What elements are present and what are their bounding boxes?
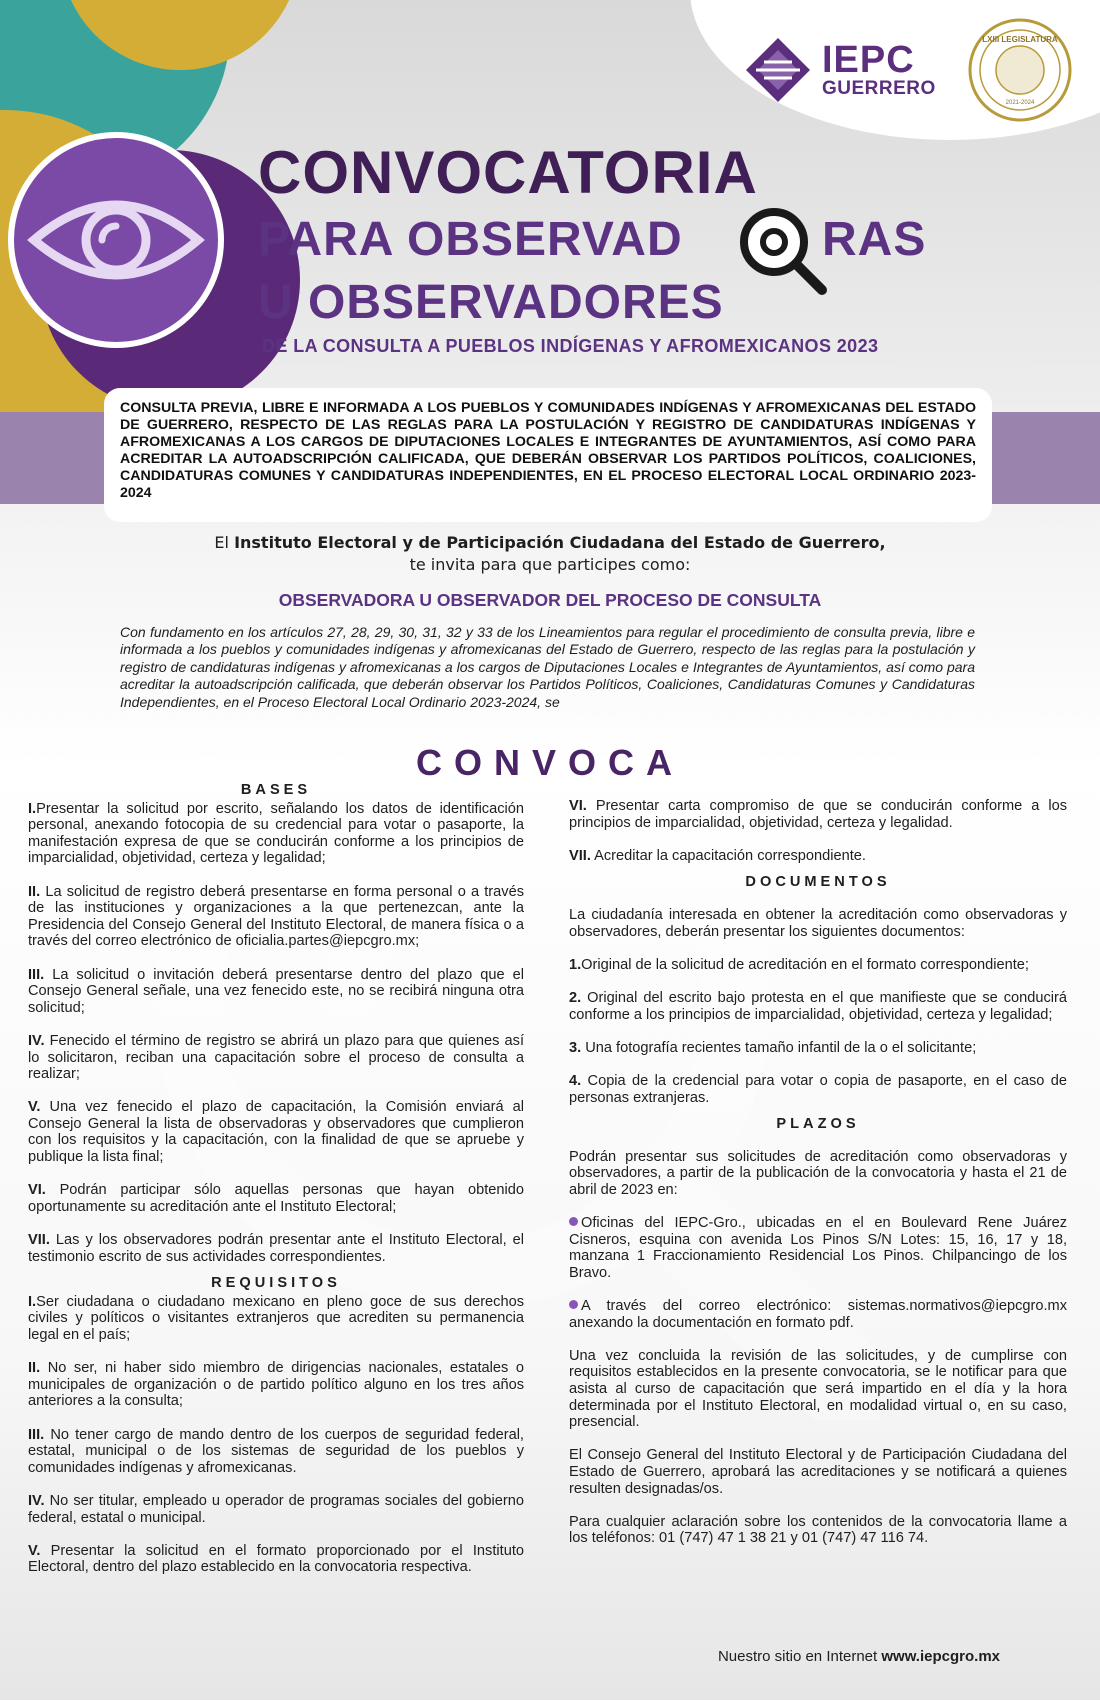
documentos-intro: La ciudadanía interesada en obtener la acreditación como observadoras y observadores, deberán presentar los siguientes documentos: (569, 906, 1067, 940)
requisitos-item: II. No ser, ni haber sido miembro de dirigencias nacionales, estatales o municipales de organización o de partido político alguno en los tres años anteriores a la consulta; (28, 1360, 524, 1410)
plazos-paragraph: El Consejo General del Instituto Electoral y de Participación Ciudadana del Estado de Guerrero, aprobará las acreditaciones y se notificará a quienes resulten designadas/os. (569, 1447, 1067, 1497)
footer-prefix: Nuestro sitio en Internet (717, 1648, 882, 1665)
intro-prefix: El (214, 533, 235, 552)
bullet-dot-icon (569, 1300, 578, 1309)
requisitos-item: IV. No ser titular, empleado u operador de programas sociales del gobierno federal, estatal o municipal. (28, 1492, 524, 1526)
bullet-dot-icon (569, 1217, 578, 1226)
bases-item: IV. Fenecido el término de registro se abrirá un plazo para que quienes así lo solicitaron, reciban una capacitación sobre el proceso de consulta a realizar; (28, 1032, 524, 1083)
bases-item: II. La solicitud de registro deberá presentarse en forma personal o a través de las instituciones y organizaciones a la que pertenezcan, ante la Presidencia del Consejo General del Instituto Electoral, de manera física o a través del correo electrónico de oficialia.partes@iepcgro.mx; (28, 883, 524, 950)
intro-institute: Instituto Electoral y de Participación Ciudadana del Estado de Guerrero, (234, 533, 886, 552)
bases-item: VII. Las y los observadores podrán presentar ante el Instituto Electoral, el testimonio escrito de sus actividades correspondientes. (28, 1232, 524, 1265)
plazos-paragraph: Una vez concluida la revisión de las solicitudes, y de cumplirse con requisitos establecidos en la presente convocatoria, se le notificar para que asista al curso de capacitación que será impartido en el día y la hora determinada por el Instituto Electoral, en modalidad virtual o, en su caso, presencial. (569, 1347, 1067, 1431)
title-line-2-left: PARA OBSERVAD (258, 213, 683, 266)
eye-badge (8, 132, 224, 348)
legal-basis-paragraph: Con fundamento en los artículos 27, 28, 29, 30, 31, 32 y 33 de los Lineamientos para regular el procedimiento de consulta previa, libre e informada a los pueblos y comunidades indígenas y afromexicanas del Estado de Guerrero, respecto de las reglas para la postulación y registro de candidaturas indígenas y afromexicanas a los cargos de Diputaciones Locales e Integrantes de Ayuntamientos, así como para acreditar la autoadscripción calificada, que deberán observar los Partidos Políticos, Coaliciones, Candidaturas Comunes y Candidaturas Independientes, en el Proceso Electoral Local Ordinario 2023-2024, se (120, 624, 975, 710)
bases-item: III. La solicitud o invitación deberá presentarse dentro del plazo que el Consejo General señale, una vez fenecido este, no se recibirá ninguna otra solicitud; (28, 966, 524, 1016)
documentos-item: 3. Una fotografía recientes tamaño infantil de la o el solicitante; (569, 1039, 977, 1056)
intro-line-2: te invita para que participes como: (409, 555, 691, 574)
convoca-heading: CONVOCA (415, 742, 684, 783)
title-line-2-right: RAS (822, 213, 927, 266)
org-acronym: IEPC (822, 39, 915, 81)
requisitos-item: V. Presentar la solicitud en el formato proporcionado por el Instituto Electoral, dentro del plazo establecido en la convocatoria respectiva. (28, 1542, 524, 1576)
bases-item: VI. Presentar carta compromiso de que se conducirán conforme a los principios de imparcialidad, objetividad, certeza y legalidad. (569, 798, 1067, 831)
eye-icon (26, 180, 206, 300)
iepc-logo-text (822, 41, 936, 99)
iepc-emblem-icon (742, 34, 814, 106)
right-column (569, 798, 1067, 1564)
title-line-1: CONVOCATORIA (258, 139, 758, 206)
bases-heading: BASES (240, 782, 312, 798)
bases-item: I.Presentar la solicitud por escrito, señalando los datos de identificación personal, anexando fotocopia de su credencial para votar o pasaporte, la manifestación expresa de que se conducirán conforme a los principios de imparcialidad, objetividad, certeza y legalidad; (28, 800, 524, 867)
plazos-bullet: Oficinas del IEPC-Gro., ubicadas en el en Boulevard Rene Juárez Cisneros, esquina con avenida Los Pinos S/N Lotes: 15, 16, 17 y 18, manzana 1 Fraccionamiento Residencial Los Pinos. Chilpancingo de los Bravo. (569, 1215, 1067, 1281)
consultation-description-box: CONSULTA PREVIA, LIBRE E INFORMADA A LOS PUEBLOS Y COMUNIDADES INDÍGENAS Y AFROMEXICANAS DEL ESTADO DE GUERRERO, RESPECTO DE LAS REGLAS PARA LA POSTULACIÓN Y REGISTRO DE CANDIDATURAS INDÍGENAS Y AFROMEXICANAS A LOS CARGOS DE DIPUTACIONES LOCALES E INTEGRANTES DE AYUNTAMIENTOS, ASÍ COMO PARA ACREDITAR LA AUTOADSCRIPCIÓN CALIFICADA, QUE DEBERÁN OBSERVAR LOS PARTIDOS POLÍTICOS, COALICIONES, CANDIDATURAS COMUNES Y CANDIDATURAS INDEPENDIENTES, EN EL PROCESO ELECTORAL LOCAL ORDINARIO 2023-2024 (104, 388, 992, 522)
left-column (28, 782, 524, 1593)
requisitos-item: I.Ser ciudadana o ciudadano mexicano en pleno goce de sus derechos civiles y políticos o visitantes extranjeros que acrediten su permanencia legal en el país; (28, 1293, 524, 1343)
bases-item: V. Una vez fenecido el plazo de capacitación, la Comisión enviará al Consejo General la lista de observadoras y observadores que cumplieron con los requisitos y la capacitación, con la finalidad de que se apruebe y publique la lista final; (28, 1099, 524, 1166)
legislature-seal-icon (968, 18, 1072, 122)
plazos-heading: PLAZOS (776, 1116, 860, 1133)
svg-text:2021-2024: 2021-2024 (1005, 100, 1035, 106)
documentos-item: 1.Original de la solicitud de acreditación en el formato correspondiente; (569, 956, 1029, 973)
plazos-paragraph: Para cualquier aclaración sobre los contenidos de la convocatoria llame a los teléfonos: 01 (747) 47 1 38 21 y 01 (747) 47 116 74. (569, 1513, 1067, 1547)
documentos-heading: DOCUMENTOS (745, 874, 891, 891)
svg-text:LXIII LEGISLATURA: LXIII LEGISLATURA (982, 35, 1058, 44)
magnifier-icon (736, 204, 828, 296)
observer-heading: OBSERVADORA U OBSERVADOR DEL PROCESO DE CONSULTA (278, 590, 822, 610)
requisitos-heading: REQUISITOS (211, 1275, 341, 1292)
title-subtitle: DE LA CONSULTA A PUEBLOS INDÍGENAS Y AFROMEXICANOS 2023 (262, 336, 879, 356)
documentos-item: 4. Copia de la credencial para votar o copia de pasaporte, en el caso de personas extranjeras. (569, 1072, 1067, 1106)
title-line-3: U OBSERVADORES (258, 276, 724, 329)
bases-item: VII. Acreditar la capacitación correspondiente. (569, 847, 866, 864)
plazos-bullet: A través del correo electrónico: sistemas.normativos@iepcgro.mx anexando la documentación en formato pdf. (569, 1298, 1067, 1331)
requisitos-item: III. No tener cargo de mando dentro de los cuerpos de seguridad federal, estatal, municipal o de los sistemas de seguridad de los pueblos y comunidades indígenas y afromexicanas. (28, 1426, 524, 1476)
plazos-intro: Podrán presentar sus solicitudes de acreditación como observadoras y observadores, a partir de la publicación de la convocatoria y hasta el 21 de abril de 2023 en: (569, 1148, 1067, 1198)
website-footer (600, 1648, 1000, 1665)
intro-text (120, 532, 980, 576)
bases-item: VI. Podrán participar sólo aquellas personas que hayan obtenido oportunamente su acreditación ante el Instituto Electoral; (28, 1182, 524, 1215)
documentos-item: 2. Original del escrito bajo protesta en el que manifieste que se conducirá conforme a los principios de imparcialidad, objetividad, certeza y legalidad; (569, 989, 1067, 1023)
iepc-logo (742, 30, 952, 110)
website-link[interactable]: www.iepcgro.mx (881, 1648, 1000, 1665)
org-state: GUERRERO (822, 78, 936, 99)
